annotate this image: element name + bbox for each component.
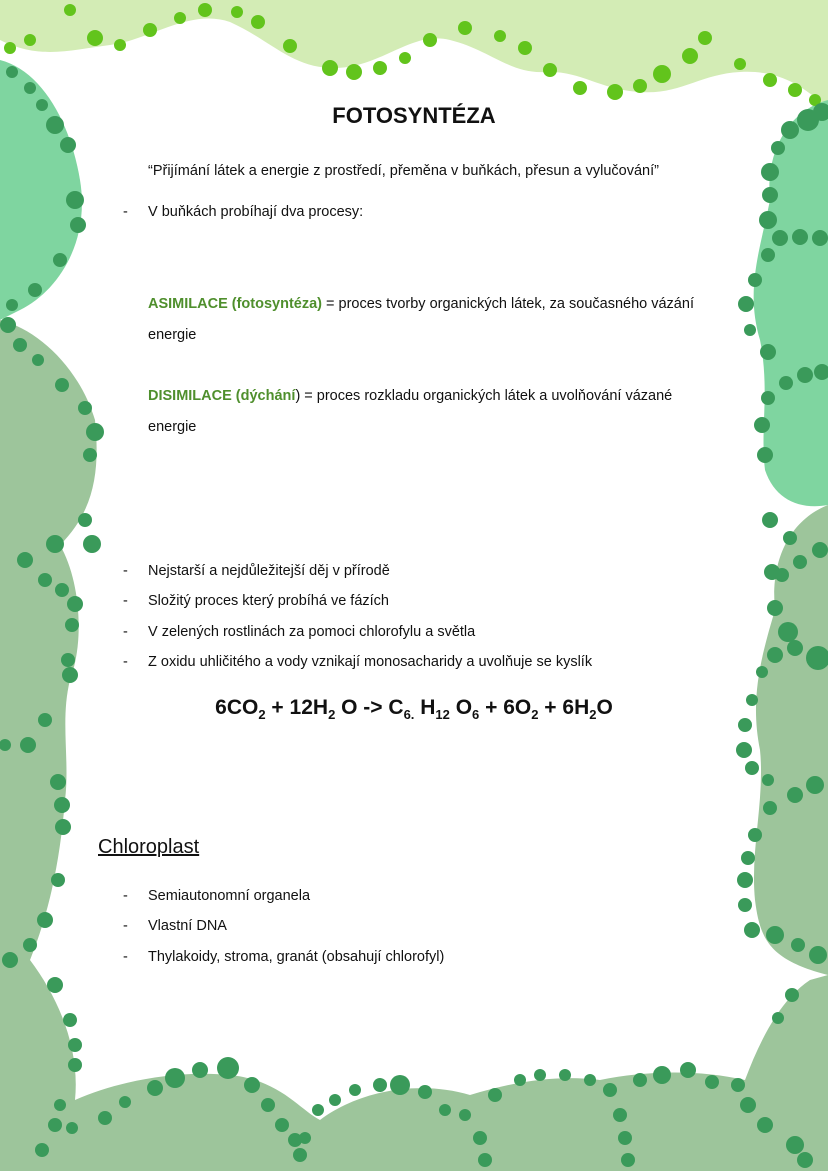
- asimilace-text: = proces tvorby organických látek, za současného vázání: [322, 296, 694, 312]
- frame-right-mint: [754, 100, 828, 506]
- list-item-fact: [123, 624, 475, 640]
- page-title: FOTOSYNTÉZA: [332, 103, 496, 128]
- list-item-fact: [123, 654, 592, 670]
- list-item-text: Nejstarší a nejdůležitejší děj v přírodě: [148, 563, 390, 579]
- list-item-text: Složitý proces který probíhá ve fázích: [148, 593, 389, 609]
- disimilace-continuation: energie: [148, 419, 197, 435]
- list-item-chloroplast: [123, 918, 227, 934]
- bullet-dash: -: [123, 949, 128, 965]
- list-item-text: Vlastní DNA: [148, 918, 227, 934]
- list-item-chloroplast: [123, 888, 310, 904]
- asimilace-definition: [148, 289, 694, 351]
- disimilace-text: ) = proces rozkladu organických látek a uvolňování vázané: [295, 388, 673, 404]
- frame-dots-dark: [0, 66, 828, 1168]
- disimilace-term: DISIMILACE (dýchání: [148, 388, 296, 404]
- list-item-text: Z oxidu uhličitého a vody vznikají monosacharidy a uvolňuje se kyslík: [148, 654, 593, 670]
- list-item-fact: [123, 593, 389, 609]
- frame-left-mint: [0, 60, 82, 320]
- frame-top-band: [0, 0, 828, 110]
- bullet-dash: -: [123, 593, 128, 609]
- chloroplast-heading: Chloroplast: [98, 836, 200, 858]
- list-item-intro: [123, 204, 363, 220]
- frame-left-sage: [0, 320, 828, 1171]
- list-item-text: V zelených rostlinách za pomoci chlorofylu a světla: [148, 624, 476, 640]
- list-item-text: Thylakoidy, stroma, granát (obsahují chlorofyl): [148, 949, 445, 965]
- list-item-fact: [123, 563, 390, 579]
- intro-quote: “Přijímání látek a energie z prostředí, přeměna v buňkách, přesun a vylučování”: [148, 163, 659, 179]
- asimilace-term: ASIMILACE (fotosyntéza): [148, 296, 322, 312]
- bullet-dash: -: [123, 624, 128, 640]
- photosynthesis-equation: $6CO_2 + 12H_2$ $O -> C_{6.}$ $H_{12}$ $O_6 + 6O_2 + 6H_2O$: [215, 696, 613, 723]
- asimilace-continuation: energie: [148, 327, 197, 343]
- list-item-text: Semiautonomní organela: [148, 888, 311, 904]
- disimilace-definition: [148, 381, 672, 443]
- bullet-dash: -: [123, 888, 128, 904]
- bullet-dash: -: [123, 563, 128, 579]
- bullet-dash: -: [123, 654, 128, 670]
- list-item-chloroplast: [123, 949, 444, 965]
- bullet-dash: -: [123, 204, 128, 220]
- bullet-dash: -: [123, 918, 128, 934]
- list-item-text: V buňkách probíhají dva procesy:: [148, 204, 364, 220]
